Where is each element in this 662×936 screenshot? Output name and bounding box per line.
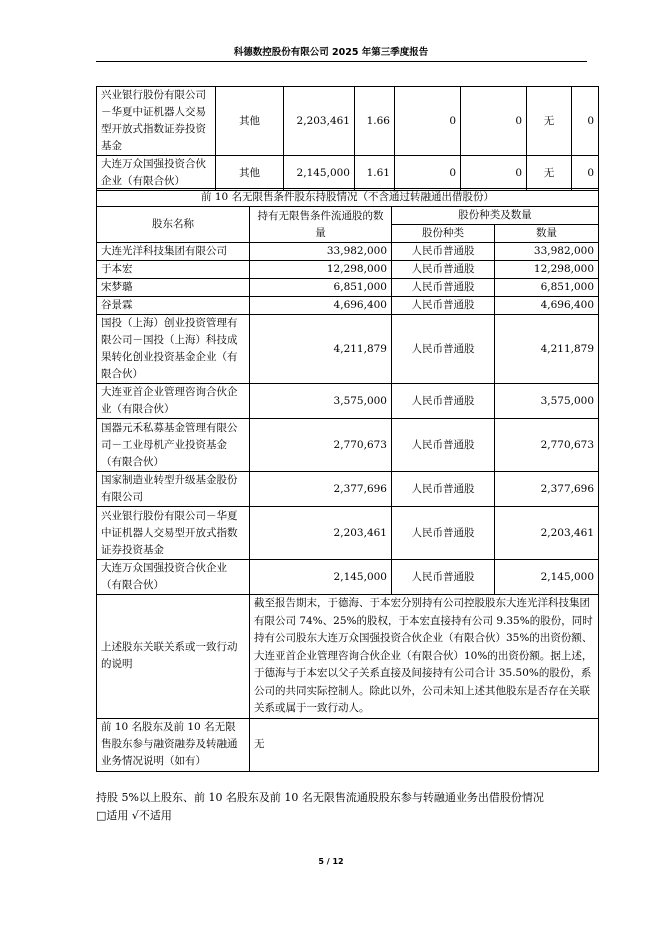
holder-qty: 2,770,673	[250, 419, 392, 472]
holder-amount: 6,851,000	[495, 279, 599, 297]
holder-amount: 2,377,696	[495, 472, 599, 507]
holder-ratio: 1.61	[355, 156, 395, 191]
holder-amount: 33,982,000	[495, 243, 599, 261]
margin-trading-label: 前 10 名股东及前 10 名无限售股东参与融资融券及转融通业务情况说明（如有）	[97, 718, 250, 771]
column-header-qty: 持有无限售条件流通股的数量	[250, 207, 392, 243]
table-row	[97, 560, 599, 595]
holder-qty: 2,203,461	[250, 507, 392, 560]
holder-qty: 6,851,000	[250, 279, 392, 297]
holder-name: 兴业银行股份有限公司－华夏中证机器人交易型开放式指数证券投资基金	[97, 507, 250, 560]
page-header: 科德数控股份有限公司 2025 年第三季度报告	[233, 47, 429, 58]
holder-type: 其他	[216, 87, 284, 156]
holder-qty: 4,696,400	[250, 297, 392, 315]
holder-shares: 2,203,461	[284, 87, 355, 156]
table-row	[97, 595, 599, 719]
column-header-kind-group: 股份种类及数量	[392, 207, 599, 225]
holder-name: 国器元禾私募基金管理有限公司－工业母机产业投资基金（有限合伙）	[97, 419, 250, 472]
holder-name: 大连亚首企业管理咨询合伙企业（有限合伙）	[97, 384, 250, 419]
header-rule	[96, 61, 587, 62]
table-title: 前 10 名无限售条件股东持股情况（不含通过转融通出借股份）	[97, 189, 599, 207]
holder-name: 宋梦璐	[97, 279, 250, 297]
holder-name: 国投（上海）创业投资管理有限公司－国投（上海）科技成果转化创业投资基金企业（有限合伙）	[97, 315, 250, 384]
holder-amount: 2,770,673	[495, 419, 599, 472]
holder-status-num: 0	[572, 87, 599, 156]
holder-amount: 4,211,879	[495, 315, 599, 384]
holder-name: 大连万众国强投资合伙企业（有限合伙）	[97, 156, 216, 191]
related-parties-text: 截至报告期末，于德海、于本宏分别持有公司控股股东大连光洋科技集团有限公司 74%、25%的股权，于本宏直接持有公司 9.35%的股份，同时持有公司股东大连万众国强投资合伙企业（有限合伙）35%的出资份额、大连亚首企业管理咨询合伙企业（有限合伙）10%的出资份额。据上述，于德海与于本宏以父子关系直接及间接持有公司合计 35.50%的股份，系公司的共同实际控制人。除此以外，公司未知上述其他股东是否存在关联关系或属于一致行动人。	[250, 595, 599, 719]
holder-kind: 人民币普通股	[392, 297, 495, 315]
holder-qty: 2,145,000	[250, 560, 392, 595]
holder-restricted: 0	[395, 87, 461, 156]
top-holders-table-continued	[96, 86, 599, 191]
holder-type: 其他	[216, 156, 284, 191]
holder-name: 大连光洋科技集团有限公司	[97, 243, 250, 261]
holder-status: 无	[527, 156, 572, 191]
holder-name: 兴业银行股份有限公司－华夏中证机器人交易型开放式指数证券投资基金	[97, 87, 216, 156]
holder-kind: 人民币普通股	[392, 279, 495, 297]
table-row	[97, 261, 599, 279]
column-header-name: 股东名称	[97, 207, 250, 243]
holder-amount: 12,298,000	[495, 261, 599, 279]
table-row	[97, 189, 599, 207]
holder-kind: 人民币普通股	[392, 419, 495, 472]
table-row	[97, 384, 599, 419]
securities-lending-note	[96, 789, 596, 825]
holder-name: 谷景霖	[97, 297, 250, 315]
holder-kind: 人民币普通股	[392, 472, 495, 507]
holder-kind: 人民币普通股	[392, 315, 495, 384]
holder-kind: 人民币普通股	[392, 243, 495, 261]
holder-shares: 2,145,000	[284, 156, 355, 191]
holder-qty: 3,575,000	[250, 384, 392, 419]
related-parties-label: 上述股东关联关系或一致行动的说明	[97, 595, 250, 719]
table-row	[97, 718, 599, 771]
holder-kind: 人民币普通股	[392, 560, 495, 595]
holder-status-num: 0	[572, 156, 599, 191]
column-header-kind: 股份种类	[392, 225, 495, 243]
holder-restricted: 0	[395, 156, 461, 191]
table-row	[97, 297, 599, 315]
table-row	[97, 472, 599, 507]
holder-ratio: 1.66	[355, 87, 395, 156]
holder-amount: 2,145,000	[495, 560, 599, 595]
holder-qty: 12,298,000	[250, 261, 392, 279]
column-header-amount: 数量	[495, 225, 599, 243]
table-row	[97, 279, 599, 297]
holder-status: 无	[527, 87, 572, 156]
note-line: 持股 5%以上股东、前 10 名股东及前 10 名无限售流通股股东参与转融通业务出借股份情况	[96, 791, 544, 804]
holder-name: 国家制造业转型升级基金股份有限公司	[97, 472, 250, 507]
unrestricted-holders-table	[96, 188, 599, 772]
holder-qty: 4,211,879	[250, 315, 392, 384]
holder-amount: 2,203,461	[495, 507, 599, 560]
holder-amount: 3,575,000	[495, 384, 599, 419]
page-number: 5 / 12	[318, 857, 344, 866]
table-row	[97, 315, 599, 384]
holder-kind: 人民币普通股	[392, 261, 495, 279]
holder-name: 于本宏	[97, 261, 250, 279]
table-row	[97, 507, 599, 560]
holder-name: 大连万众国强投资合伙企业（有限合伙）	[97, 560, 250, 595]
margin-trading-text: 无	[250, 718, 599, 771]
table-row	[97, 243, 599, 261]
holder-kind: 人民币普通股	[392, 384, 495, 419]
holder-qty: 2,377,696	[250, 472, 392, 507]
table-row	[97, 419, 599, 472]
table-row	[97, 156, 599, 191]
table-header-row	[97, 207, 599, 225]
table-row	[97, 87, 599, 156]
applicability-choice: □适用 √不适用	[96, 809, 172, 822]
holder-pledged: 0	[461, 87, 527, 156]
holder-pledged: 0	[461, 156, 527, 191]
holder-kind: 人民币普通股	[392, 507, 495, 560]
holder-amount: 4,696,400	[495, 297, 599, 315]
holder-qty: 33,982,000	[250, 243, 392, 261]
